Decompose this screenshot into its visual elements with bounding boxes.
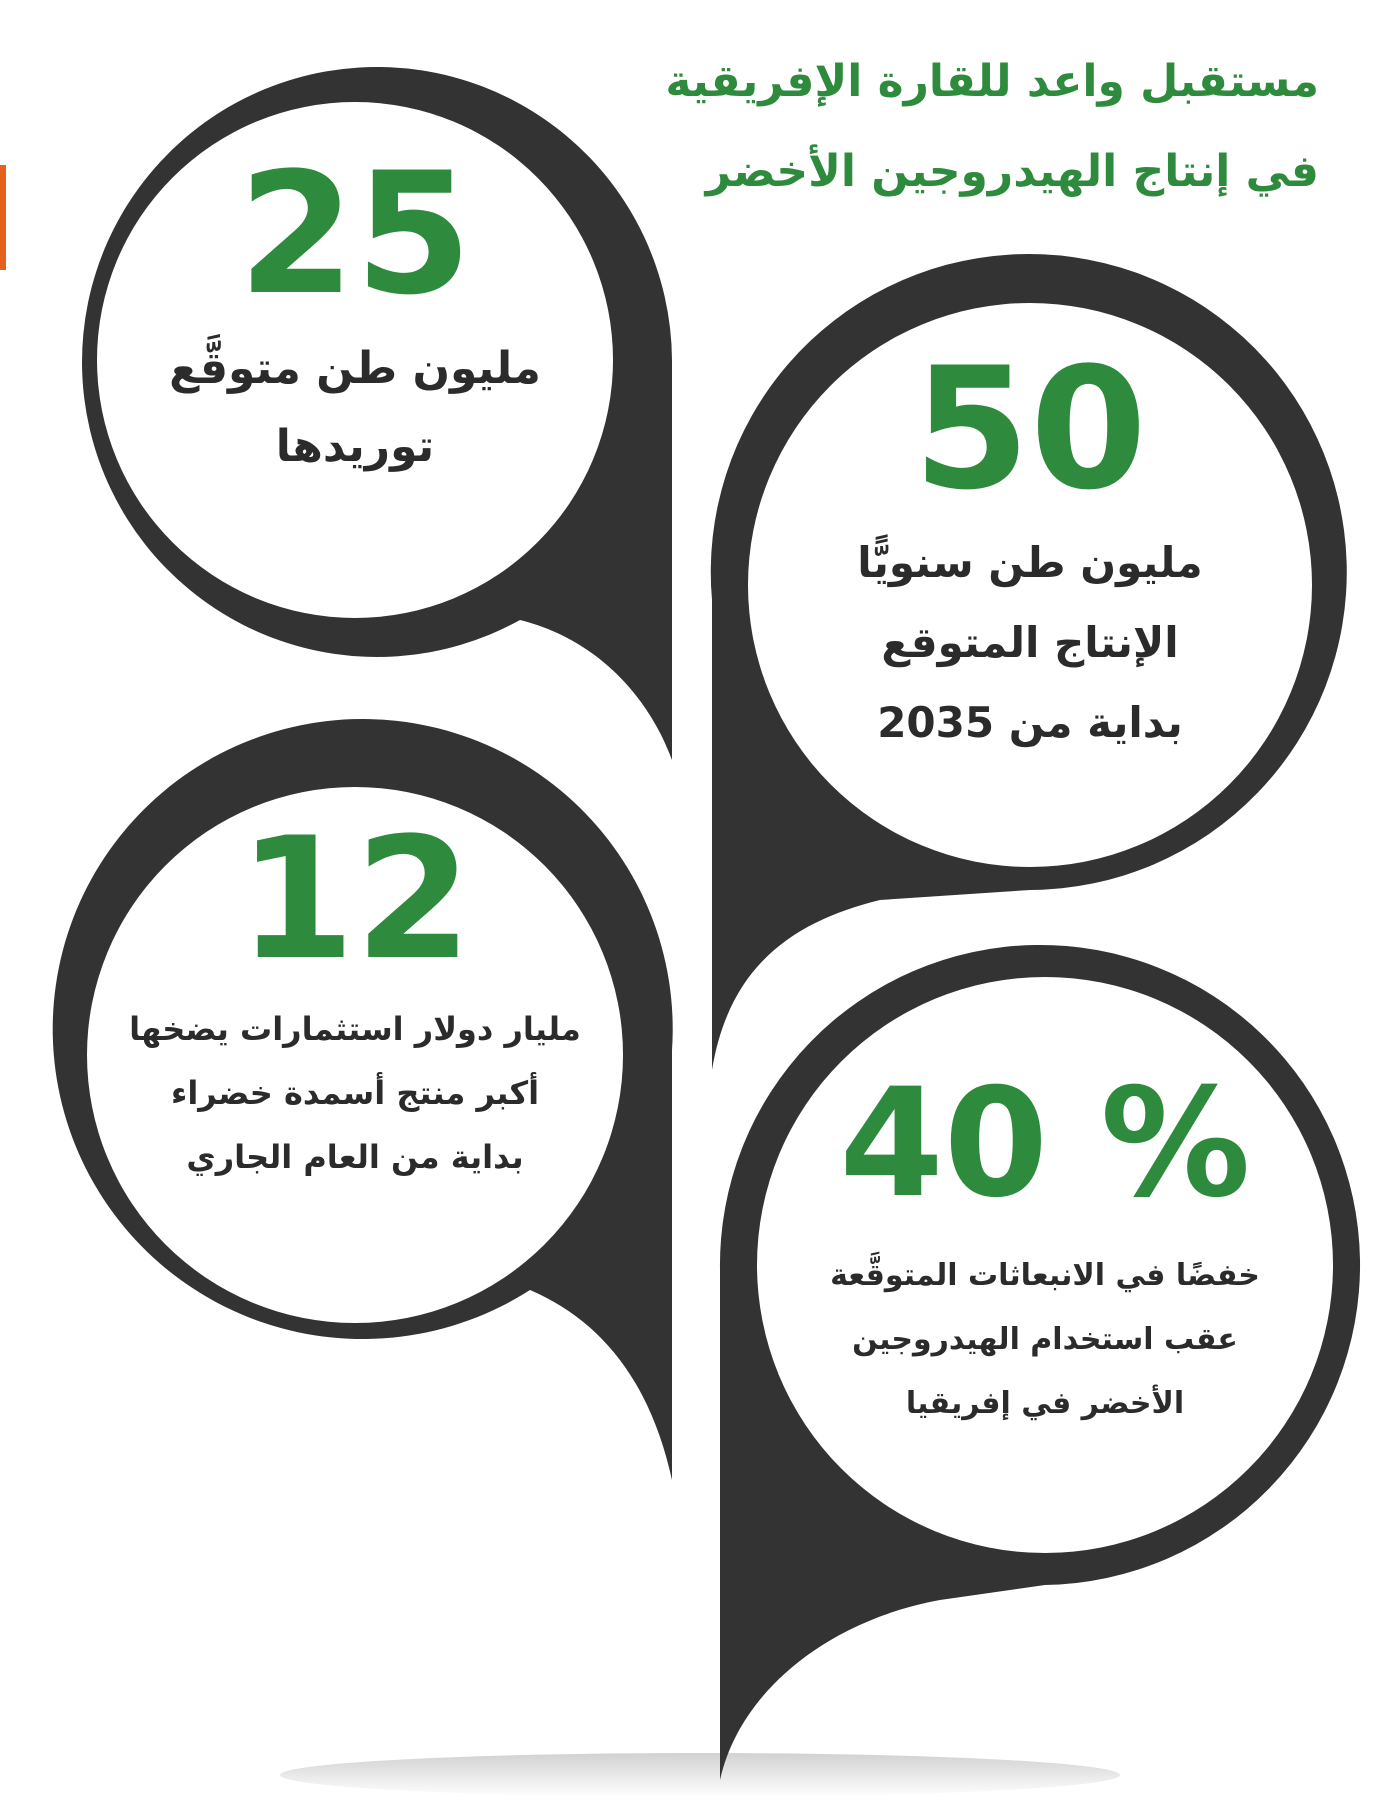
stat-card-50 (780, 331, 1280, 763)
stat-line: بداية من العام الجاري (186, 1138, 524, 1176)
stat-line: الإنتاج المتوقع (881, 618, 1179, 667)
stat-line: الأخضر في إفريقيا (905, 1386, 1185, 1421)
stat-card-25 (115, 136, 595, 486)
stat-line: عقب استخدام الهيدروجين (852, 1322, 1238, 1357)
infographic-title-line2: في إنتاج الهيدروجين الأخضر (705, 146, 1319, 197)
stat-value: 40 % (839, 1057, 1251, 1231)
stat-value: 50 (913, 331, 1147, 527)
stat-line: مليون طن سنويًّا (857, 538, 1203, 587)
ground-shadow (280, 1753, 1120, 1797)
stat-line: أكبر منتج أسمدة خضراء (170, 1074, 540, 1112)
stat-line: مليون طن متوقَّع (169, 343, 541, 394)
stat-card-40-percent (800, 1057, 1290, 1436)
stat-line: خفضًا في الانبعاثات المتوقَّعة (830, 1258, 1260, 1293)
stat-card-12 (100, 801, 610, 1189)
infographic-title-line1: مستقبل واعد للقارة الإفريقية (665, 56, 1319, 107)
stat-line: بداية من 2035 (877, 698, 1183, 747)
stat-line: توريدها (275, 421, 435, 472)
stat-line: مليار دولار استثمارات يضخها (129, 1010, 581, 1048)
stat-value: 25 (238, 136, 472, 332)
stat-value: 12 (238, 801, 472, 997)
